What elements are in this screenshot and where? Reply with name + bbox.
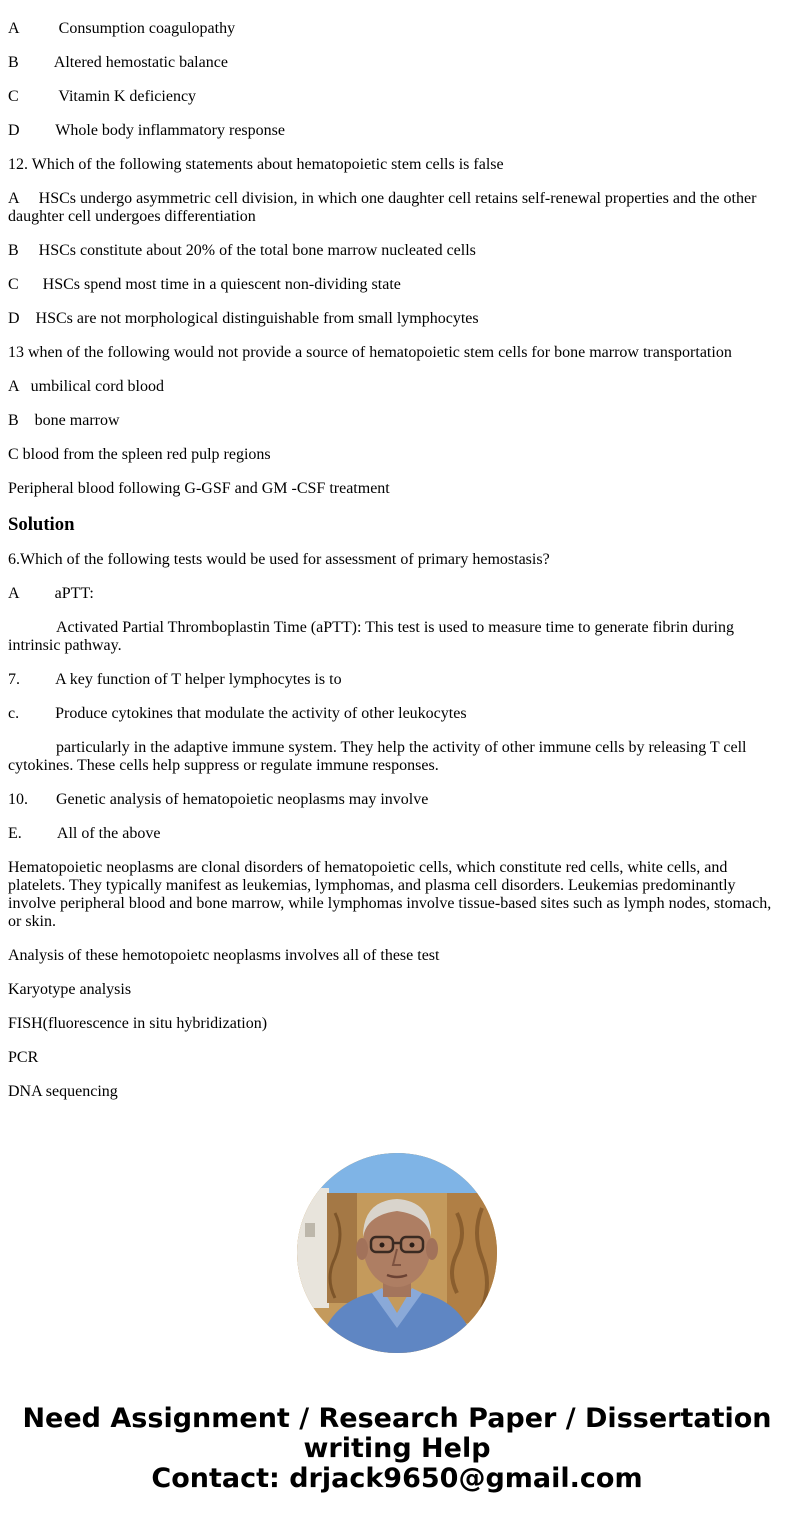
test-list-item: DNA sequencing — [8, 1083, 118, 1100]
answer-option: D Whole body inflammatory response — [8, 122, 285, 139]
answer-option: B bone marrow — [8, 412, 120, 429]
answer-option: C Vitamin K deficiency — [8, 88, 197, 105]
solution-answer: c. Produce cytokines that modulate the activity of other leukocytes — [8, 705, 467, 722]
solution-heading: Solution — [8, 514, 75, 535]
solution-answer: A aPTT: — [8, 585, 94, 602]
solution-question-7: 7. A key function of T helper lymphocytes is to — [8, 671, 342, 688]
test-list-item: Karyotype analysis — [8, 981, 132, 998]
avatar-portrait — [297, 1153, 497, 1353]
answer-option: A umbilical cord blood — [8, 378, 164, 395]
answer-option: B Altered hemostatic balance — [8, 54, 228, 71]
solution-answer: E. All of the above — [8, 825, 161, 842]
ad-line-1: Need Assignment / Research Paper / Dissertation — [22, 1403, 772, 1434]
ad-contact: Contact: drjack9650@gmail.com — [151, 1463, 643, 1494]
test-list-item: PCR — [8, 1049, 39, 1066]
advertisement-banner — [0, 1404, 794, 1494]
solution-question-6: 6.Which of the following tests would be used for assessment of primary hemostasis? — [8, 551, 550, 568]
answer-option: A Consumption coagulopathy — [8, 20, 236, 37]
avatar — [297, 1153, 497, 1353]
answer-option: A HSCs undergo asymmetric cell division, in which one daughter cell retains self-renewal properties and the other daughter cell undergoes differentiation — [8, 190, 761, 225]
solution-text: Analysis of these hemotopoietc neoplasms involves all of these test — [8, 947, 440, 964]
answer-option: Peripheral blood following G-GSF and GM -CSF treatment — [8, 480, 390, 497]
answer-option: C HSCs spend most time in a quiescent non-dividing state — [8, 276, 401, 293]
answer-option: C blood from the spleen red pulp regions — [8, 446, 271, 463]
document-body — [8, 20, 778, 1117]
answer-option: D HSCs are not morphological distinguishable from small lymphocytes — [8, 310, 479, 327]
ad-line-2: writing Help — [303, 1433, 491, 1464]
solution-explanation: particularly in the adaptive immune system. They help the activity of other immune cells by releasing T cell cytokines. These cells help suppress or regulate immune responses. — [8, 739, 751, 774]
solution-explanation: Hematopoietic neoplasms are clonal disorders of hematopoietic cells, which constitute red cells, white cells, and platelets. They typically manifest as leukemias, lymphomas, and plasma cell disorders. Leukemias predominantly involve peripheral blood and bone marrow, while lymphomas involve tissue-based sites such as lymph nodes, stomach, or skin. — [8, 859, 776, 930]
question-13: 13 when of the following would not provide a source of hematopoietic stem cells for bone marrow transportation — [8, 344, 732, 361]
answer-option: B HSCs constitute about 20% of the total bone marrow nucleated cells — [8, 242, 476, 259]
solution-question-10: 10. Genetic analysis of hematopoietic neoplasms may involve — [8, 791, 429, 808]
solution-explanation: Activated Partial Thromboplastin Time (aPTT): This test is used to measure time to generate fibrin during intrinsic pathway. — [8, 619, 738, 654]
question-12: 12. Which of the following statements about hematopoietic stem cells is false — [8, 156, 504, 173]
test-list-item: FISH(fluorescence in situ hybridization) — [8, 1015, 268, 1032]
